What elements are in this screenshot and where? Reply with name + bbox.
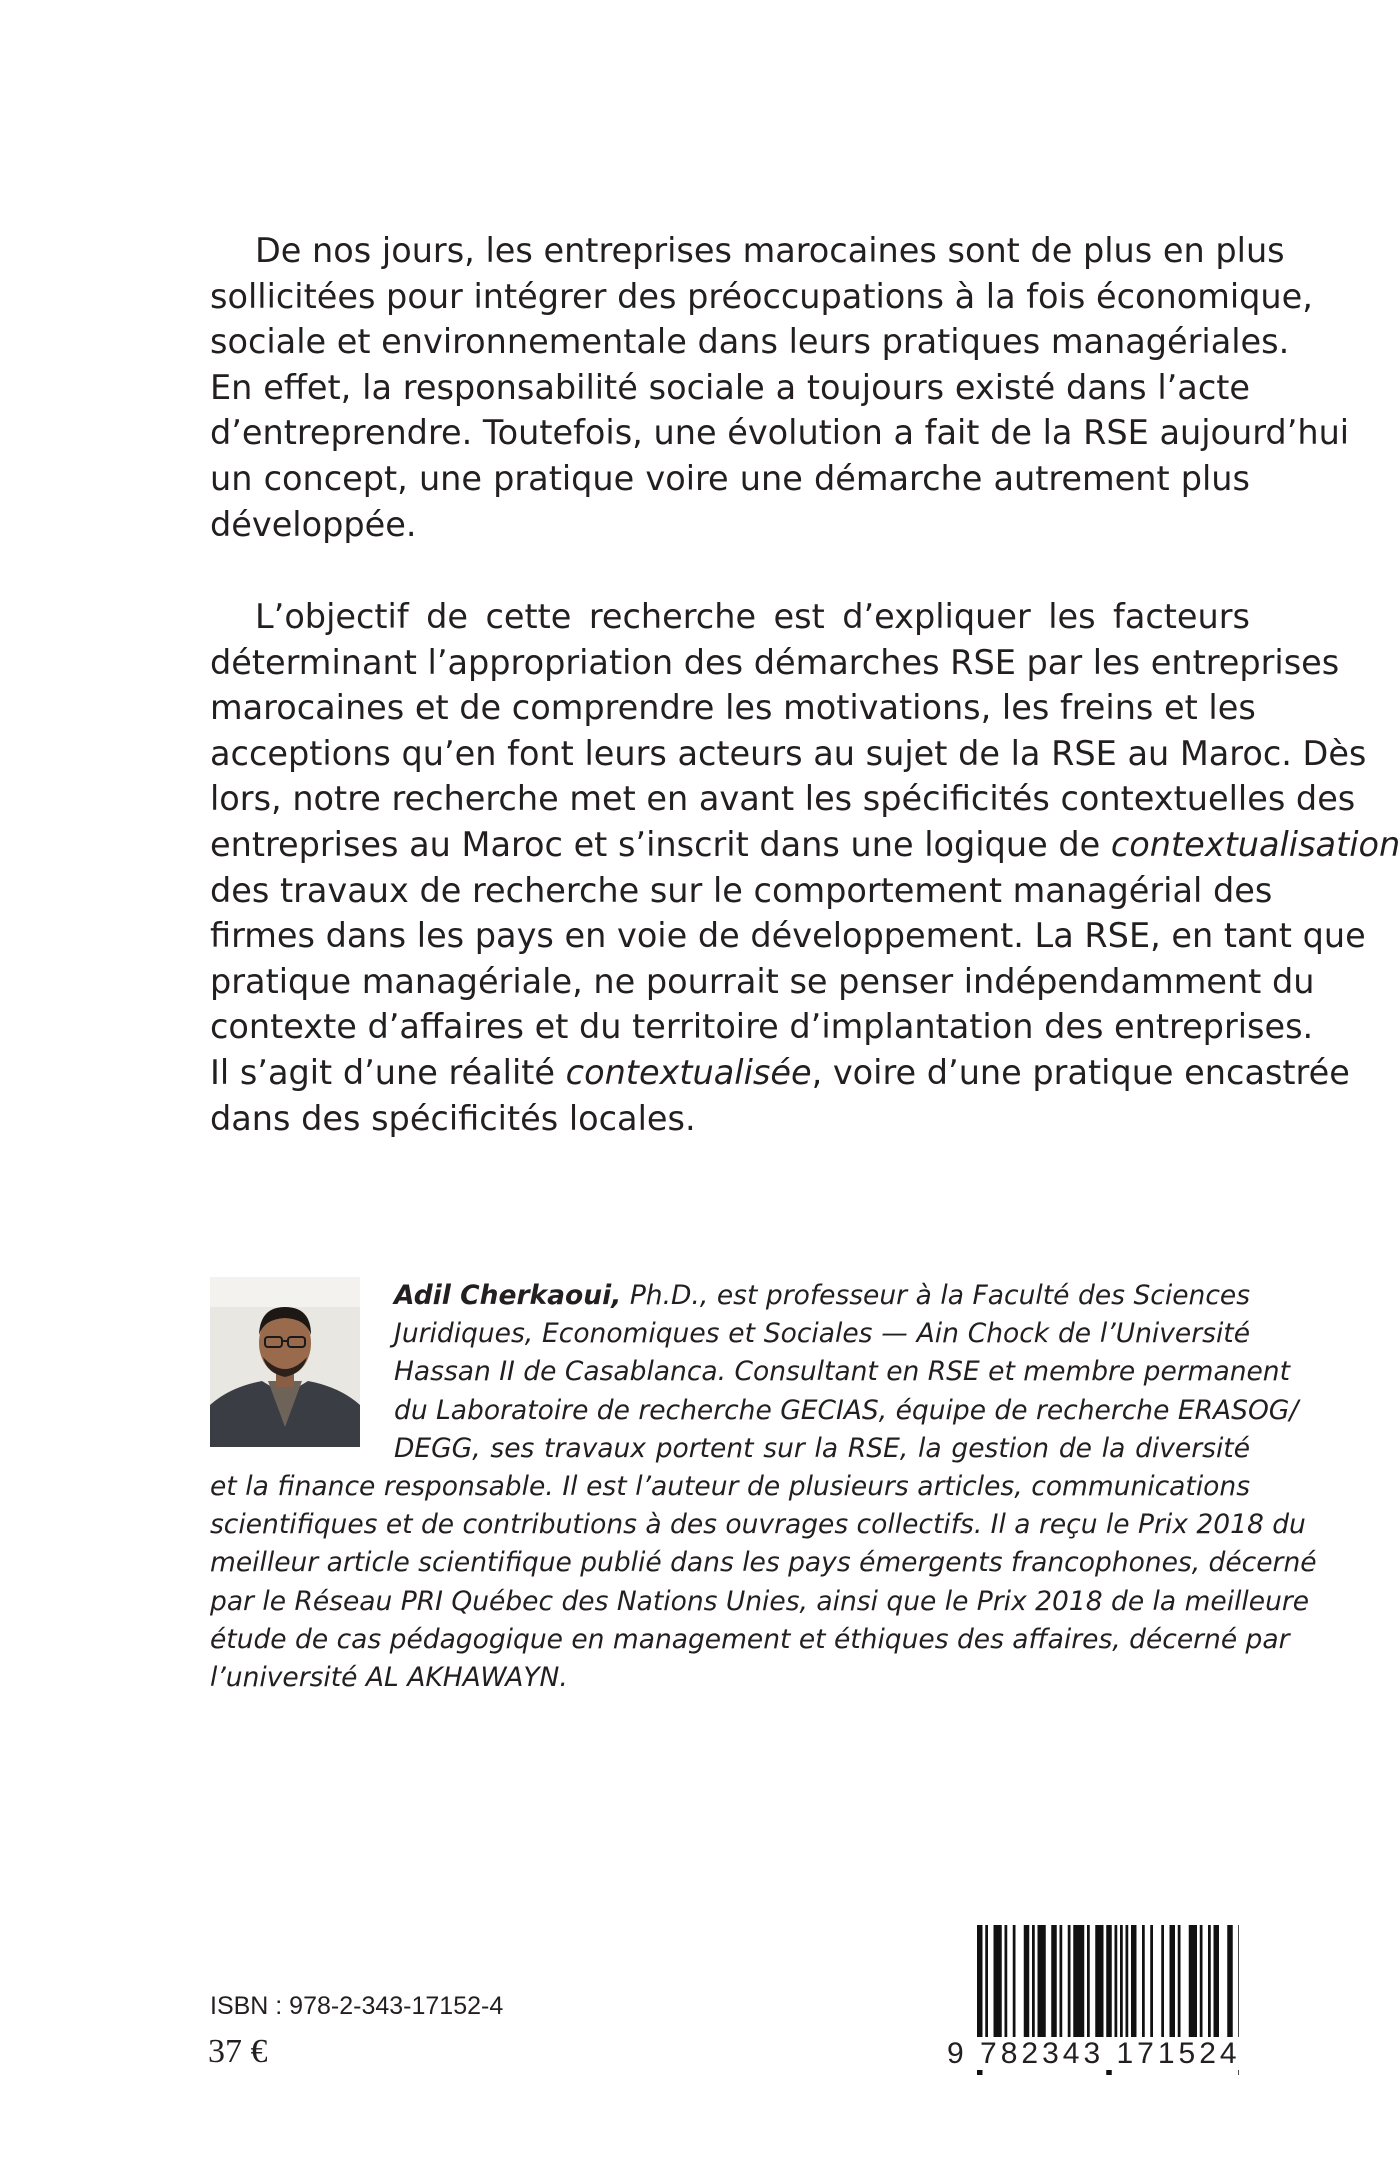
paragraph2-line: L’objectif de cette recherche est d’expliquer les facteurs [255,597,1250,636]
bio-line: et la finance responsable. Il est l’auteur de plusieurs articles, communications [210,1471,1250,1502]
barcode-bar [1120,1925,1123,2043]
paragraph2-line: lors, notre recherche met en avant les spécificités contextuelles des [210,779,1356,819]
barcode-bar [1150,1925,1153,2043]
paragraph1-line: d’entreprendre. Toutefois, une évolution a fait de la RSE aujourd’hui [210,413,1350,453]
paragraph1-line: sollicitées pour intégrer des préoccupations à la fois économique, [210,276,1313,316]
paragraph2-line: firmes dans les pays en voie de développement. La RSE, en tant que [210,916,1366,956]
paragraph2-line: déterminant l’appropriation des démarches RSE par les entreprises [210,642,1340,682]
barcode-bar [1032,1925,1035,2043]
barcode-bar [1142,1925,1145,2043]
author-name: Adil Cherkaoui, [394,1280,622,1311]
paragraph2-line: dans des spécificités locales. [210,1098,696,1138]
barcode-bar [1038,1925,1046,2043]
paragraph2-line: Il s’agit d’une réalité contextualisée, voire d’une pratique encastrée [210,1052,1350,1092]
isbn: ISBN : 978-2-343-17152-4 [210,1992,504,2020]
barcode-bar [985,1925,988,2043]
barcode-bar [1024,1925,1030,2043]
paragraph-intro [210,228,1350,547]
barcode-bar [1051,1925,1057,2043]
barcode-bar [1200,1925,1203,2043]
paragraph2-line: contexte d’affaires et du territoire d’implantation des entreprises. [210,1007,1314,1047]
bio-line: du Laboratoire de recherche GECIAS, équipe de recherche ERASOG/ [394,1394,1299,1426]
paragraph-objective [210,594,1400,1141]
barcode-bar [1115,1925,1118,2043]
barcode-bar [1060,1925,1063,2043]
paragraph2-line: acceptions qu’en font leurs acteurs au sujet de la RSE au Maroc. Dès [210,733,1367,773]
bio-line: Adil Cherkaoui, Ph.D., est professeur à la Faculté des Sciences [394,1280,1251,1311]
barcode-bar [1131,1925,1137,2043]
paragraph2-line: des travaux de recherche sur le comportement managérial des [210,870,1273,910]
barcode-bar [1013,1925,1016,2043]
paragraph1-line: De nos jours, les entreprises marocaines sont de plus en plus [255,231,1285,270]
paragraph1-line: sociale et environnementale dans leurs pratiques managériales. [210,322,1290,362]
bio-line: l’université AL AKHAWAYN. [210,1662,568,1693]
bio-line: étude de cas pédagogique en management et éthiques des affaires, décerné par [210,1623,1290,1655]
bio-line: scientifiques et de contributions à des ouvrages collectifs. Il a reçu le Prix 2018 du [210,1509,1306,1541]
bio-line: par le Réseau PRI Québec des Nations Unies, ainsi que le Prix 2018 de la meilleure [210,1585,1310,1617]
barcode-bar [1161,1925,1164,2043]
author-photo [210,1277,360,1447]
barcode-bar [1170,1925,1176,2043]
price: 37 € [208,2033,268,2070]
barcode-bar [1178,1925,1181,2043]
barcode-bar [1208,1925,1211,2043]
paragraph2-line: marocaines et de comprendre les motivations, les freins et les [210,688,1256,728]
barcode-bar [1073,1925,1084,2043]
paragraph1-line: développée. [210,504,417,544]
barcode-bar [994,1925,1002,2043]
bio-line: Hassan II de Casablanca. Consultant en RSE et membre permanent [394,1356,1290,1388]
bio-line: Juridiques, Economiques et Sociales — Ain Chock de l’Université [394,1318,1250,1350]
barcode-bar [1005,1925,1008,2043]
barcode-bar [1227,1925,1233,2043]
barcode-bar [1087,1925,1090,2043]
paragraph2-line: pratique managériale, ne pourrait se penser indépendamment du [210,961,1315,1001]
barcode-bar [1214,1925,1220,2043]
barcode-bar [1095,1925,1103,2043]
paragraph1-line: En effet, la responsabilité sociale a toujours existé dans l’acte [210,367,1250,407]
barcode-digits: 9 782343 171524 [947,2037,1241,2070]
paragraph2-line: entreprises au Maroc et s’inscrit dans une logique de contextualisation [210,824,1400,864]
bio-line: DEGG, ses travaux portent sur la RSE, la gestion de la diversité [394,1432,1250,1464]
barcode-bar [1068,1925,1071,2043]
barcode-bar [1189,1925,1197,2043]
barcode-bar [1126,1925,1129,2043]
bio-line: meilleur article scientifique publié dans les pays émergents francophones, décerné [210,1547,1317,1579]
paragraph1-line: un concept, une pratique voire une démarche autrement plus [210,458,1250,498]
